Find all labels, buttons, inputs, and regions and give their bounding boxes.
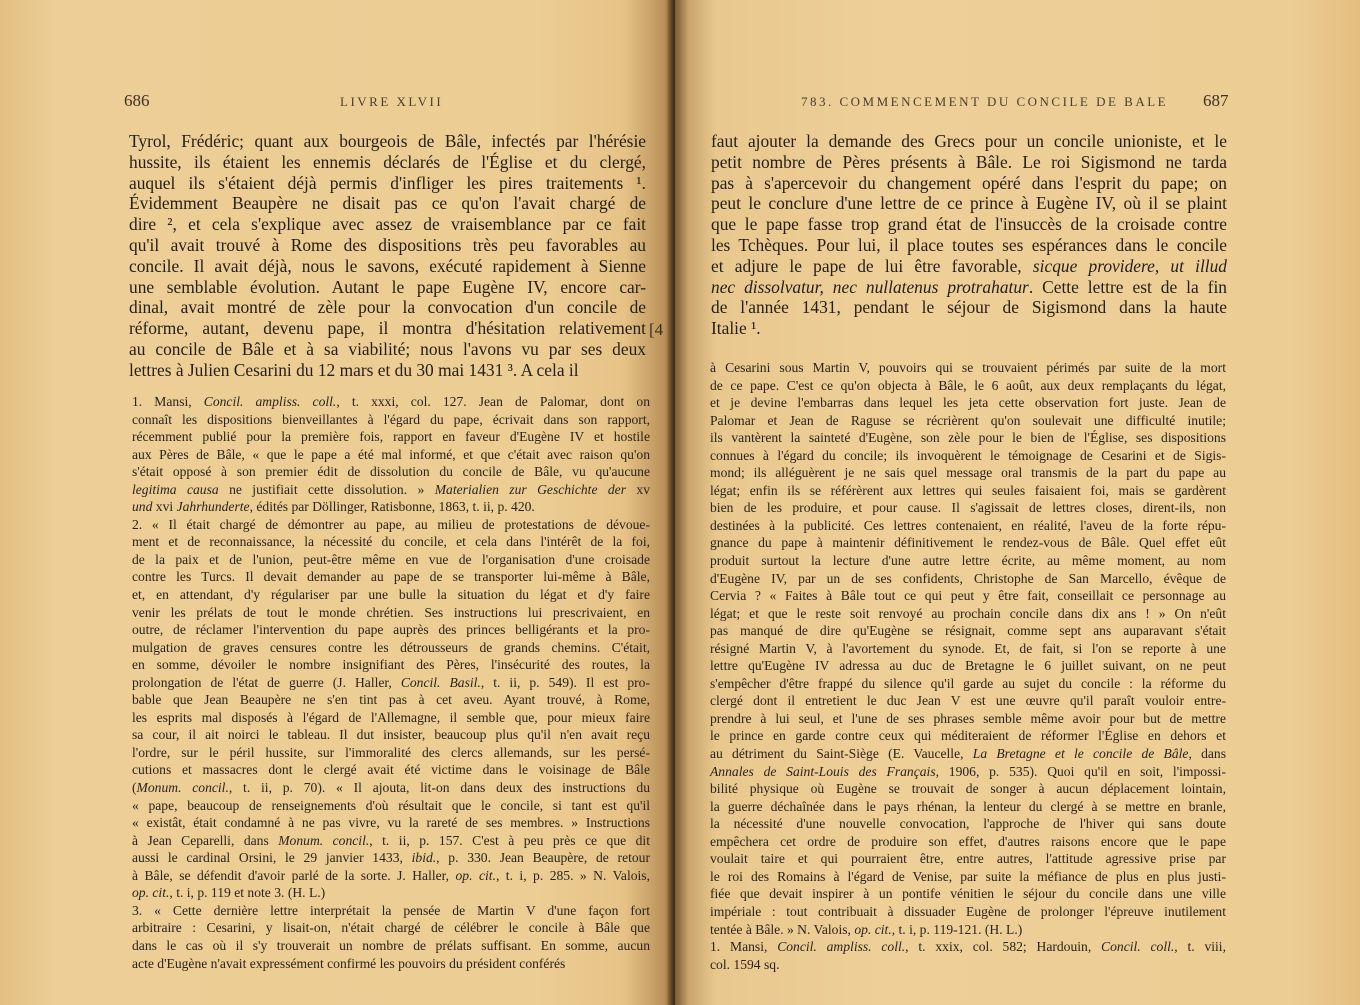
footnote-line: de ce pape. C'est ce qu'on objecta à Bâle, le 6 août, aux deux remplaçants du légat, — [710, 377, 1226, 393]
left-page — [0, 0, 672, 1005]
footnote-line: la guerre déchaînée dans le pays rhénan, la lenteur du clergé à se mettre en branle, — [710, 798, 1226, 814]
footnote-line: connaît les dispositions bienveillantes à l'égard du pape, écrivait dans son rapport, — [132, 411, 650, 427]
text-line: pas à s'apercevoir du changement opéré dans l'esprit du pape; on — [711, 172, 1227, 193]
footnote-line: s'était opposé à son premier édit de dissolution du concile de Bâle, vu qu'aucune — [132, 464, 650, 480]
footnote-line: lettre qu'Eugène IV adressa au duc de Bretagne le 6 juillet suivant, on ne peut — [710, 658, 1226, 674]
footnote-line: Cervia ? « Faites à Bâle tout ce qui peut y être fait, conseillait ce personnage au — [710, 588, 1226, 604]
text-line: qu'il avait trouvé à Rome des dispositions très peu favorables au — [129, 234, 646, 255]
text-line: de l'année 1431, pendant le séjour de Sigismond dans la haute — [711, 297, 1227, 318]
footnote-line: les esprits mal disposés à l'égard de l'Allemagne, il semble que, pour mieux faire — [132, 709, 650, 725]
footnote-line: col. 1594 sq. — [710, 956, 780, 972]
footnote-line: « pape, beaucoup de renseignements d'où résultait que le concile, si tant est qu'il — [132, 797, 650, 813]
footnote-line: contre les Turcs. Il devait demander au pape de se transporter lui-même à Bâle, — [132, 569, 650, 585]
footnote-line: destinées à la publicité. Ces lettres contenaient, en réalité, l'aveu de la forte répu- — [710, 517, 1226, 533]
footnote-line: le prince en garde contre ceux qui méditeraient de réformer l'Église en dehors et — [710, 728, 1226, 744]
footnote-line: 2. « Il était chargé de démontrer au pape, au milieu de protestations de dévoue- — [132, 516, 650, 532]
page-number-right: 687 — [1203, 91, 1229, 110]
running-head-left: LIVRE XLVII — [340, 94, 444, 109]
text-line: auquel ils s'étaient déjà permis d'infliger les pires traitements ¹. — [129, 172, 646, 193]
footnote-line: ils vantèrent la sainteté d'Eugène, son zèle pour le bien de l'Église, ses dispositions — [710, 430, 1226, 446]
page-number-left: 686 — [124, 91, 150, 110]
text-line: les Tchèques. Pour lui, il place toutes ses espérances dans le concile — [711, 234, 1227, 255]
text-line: nec dissolvatur, nec nullatenus protrahatur. Cette lettre est de la fin — [711, 276, 1227, 297]
footnote-line: « existât, était condamné à ne pas vivre, vu la rareté de ses membres. » Instructions — [132, 815, 650, 831]
text-line: au concile de Bâle et à sa viabilité; nous l'avons vu par ses deux — [129, 338, 646, 359]
footnote-line: Annales de Saint-Louis des Français, 1906, p. 535). Quoi qu'il en soit, l'impossi- — [710, 763, 1226, 779]
footnote-line: Palomar et Jean de Raguse se récrièrent qu'on soulevait une difficulté inutile; — [710, 412, 1226, 428]
footnote-line: gnance du pape à maintenir définitivement le rendez-vous de Bâle. Quel effet eût — [710, 535, 1226, 551]
footnote-line: aux Pères de Bâle, « que le pape a été mal informé, et que c'était avec raison qu'on — [132, 446, 650, 462]
footnote-line: und xvi Jahrhunderte, édités par Döllinger, Ratisbonne, 1863, t. ii, p. 420. — [132, 499, 535, 515]
footnote-line: récemment publié pour la première fois, rapport en faveur d'Eugène IV et hostile — [132, 429, 650, 445]
footnote-line: aussi le cardinal Orsini, le 29 janvier 1433, ibid., p. 330. Jean Beaupère, de retour — [132, 850, 651, 866]
text-line: lettres à Julien Cesarini du 12 mars et du 30 mai 1431 ³. A cela il — [129, 359, 579, 380]
footnote-line: 1. Mansi, Concil. ampliss. coll., t. xxix, col. 582; Hardouin, Concil. coll., t. viii, — [710, 939, 1226, 955]
main-text-right — [711, 131, 1227, 339]
footnote-line: dans le cas où il s'y trouverait un nombre de prélats suffisant. En somme, aucun — [132, 937, 650, 953]
text-line: et adjure le pape de lui être favorable, sicque providere, ut illud — [711, 255, 1227, 276]
footnote-line: prolongation de l'état de guerre (J. Haller, Concil. Basil., t. ii, p. 549). Il est pro- — [132, 674, 651, 690]
footnote-line: de la paix et de l'union, peut-être même en vue de l'organisation d'une croisade — [132, 551, 650, 567]
footnote-line: ment et de reconnaissance, la nécessité du concile, et cela dans l'intérêt de la foi, — [132, 534, 650, 550]
text-line: Italie ¹. — [711, 318, 761, 339]
footnote-line: arbitraire : Cesarini, y lisait-on, n'était chargé de célébrer le concile à Bâle que — [132, 920, 650, 936]
footnote-line: et, en attendant, d'y régulariser par une bulle la situation du légat et d'y faire — [132, 587, 650, 603]
footnote-line: produit surtout la lecture d'une autre lettre écrite, au même moment, au nom — [710, 553, 1226, 569]
footnote-line: mond; ils alléguèrent je ne sais quel message oral transmis de la part du pape au — [710, 465, 1226, 481]
footnote-line: venir les prélats de tout le monde chrétien. Ses instructions lui prescrivaient, en — [132, 604, 650, 620]
footnote-line: 3. « Cette dernière lettre interprétait la pensée de Martin V d'une façon fort — [132, 902, 650, 918]
footnote-line: à Jean Ceparelli, dans Monum. concil., t. ii, p. 157. C'est à peu près ce que dit — [132, 832, 650, 848]
footnote-line: clergé dont il entretient le duc Jean V est une œuvre qu'il paraît vouloir entre- — [710, 693, 1226, 709]
footnote-line: pas manqué de dire qu'Eugène se résignait, comme sept ans auparavant s'était — [710, 623, 1226, 639]
footnote-line: 1. Mansi, Concil. ampliss. coll., t. xxxi, col. 127. Jean de Palomar, dont on — [132, 394, 651, 409]
footnote-line: le roi des Romains à l'égard de Venise, par suite la méfiance de plus en plus justi- — [710, 868, 1226, 884]
footnote-line: légat; et que le reste soit renvoyé au prochain concile dans dix ans ! » On n'eût — [710, 605, 1226, 621]
footnote-line: tentée à Bâle. » N. Valois, op. cit., t. i, p. 119-121. (H. L.) — [710, 921, 1023, 937]
footnote-line: la nécessité d'une nouvelle convocation, l'approche de l'hiver qui sans doute — [710, 816, 1226, 832]
text-line: concile. Il avait déjà, nous le savons, exécuté rapidement à Sienne — [129, 255, 646, 276]
text-line: une semblable évolution. Autant le pape Eugène IV, encore car- — [129, 276, 646, 297]
main-text-left — [129, 131, 646, 381]
footnote-line: bable que Jean Beaupère ne s'en tint pas à cet aveu. Ayant trouvé, à Rome, — [132, 692, 650, 708]
footnote-line: fiée que devait inspirer à un pontife vénitien le séjour du concile dans une ville — [710, 886, 1226, 902]
right-page — [675, 0, 1360, 1005]
running-head-right: 783. COMMENCEMENT DU CONCILE DE BALE — [801, 94, 1169, 109]
footnote-line: empêchera cet ordre de produire son effet, d'autres raisons encore que le pape — [710, 833, 1226, 849]
footnote-line: bilité physique où Eugène se trouvait de songer à aucun déplacement lointain, — [710, 781, 1226, 797]
text-line: hussite, ils étaient les ennemis déclarés de l'Église et du clergé, — [129, 151, 646, 172]
footnotes-left — [132, 393, 650, 972]
text-line: Tyrol, Frédéric; quant aux bourgeois de Bâle, infectés par l'hérésie — [129, 131, 646, 151]
text-line: réforme, autant, devenu pape, il montra d'hésitation relativement — [129, 318, 646, 339]
text-line: dire ², et cela s'explique avec assez de vraisemblance par ce fait — [129, 214, 646, 235]
footnote-line: légat; enfin ils se référèrent aux lettres qui seules faisaient foi, mais se gardèrent — [710, 482, 1226, 498]
text-line: Évidemment Beaupère ne disait pas ce qu'on l'avait chargé de — [129, 193, 646, 214]
footnote-line: sa cour, il ait noirci le tableau. Il dut insister, beaucoup plus qu'il n'en avait reçu — [132, 727, 650, 743]
footnote-line: et je devine l'embarras dans lequel les jeta cette observation fort juste. Jean de — [710, 395, 1226, 411]
margin-reference: [4 — [649, 320, 664, 339]
footnote-line: impériale : tout contribuait à dissuader Eugène de prolonger l'épreuve inutilement — [710, 903, 1226, 919]
text-line: peut le conclure d'une lettre de ce prince à Eugène IV, où il se plaint — [711, 193, 1227, 214]
text-line: dinal, avait montré de zèle pour la convocation d'un concile de — [129, 297, 646, 318]
footnote-line: connues à l'égard du concile; ils invoquèrent le témoignage de Cesarini et de Sigis- — [710, 447, 1226, 463]
footnote-line: l'ordre, sur le péril hussite, sur l'immoralité des clercs allemands, sur les persé- — [132, 744, 650, 760]
footnote-line: résigné Martin V, à l'avortement du synode. Et, de fait, si l'on se reporte à une — [710, 640, 1226, 656]
footnote-line: au détriment du Saint-Siège (E. Vaucelle, La Bretagne et le concile de Bâle, dans — [710, 746, 1227, 762]
text-line: faut ajouter la demande des Grecs pour un concile unioniste, et le — [711, 131, 1227, 151]
footnote-line: à Bâle, se défendit d'avoir parlé de la sorte. J. Haller, op. cit., t. i, p. 285. » N. Valois, — [132, 867, 650, 883]
footnotes-right — [710, 359, 1226, 973]
footnote-line: bien de les produire, et pour cause. Il s'agissait de lettres closes, dirent-ils, non — [710, 500, 1226, 516]
text-line: que le pape fasse trop grand état de l'insuccès de la croisade contre — [711, 214, 1227, 235]
footnote-line: op. cit., t. i, p. 119 et note 3. (H. L.) — [132, 885, 326, 901]
footnote-line: cutions et massacres dont le clergé avait été victime dans le voisinage de Bâle — [132, 762, 650, 778]
footnote-line: d'Eugène IV, par un de ses confidents, Christophe de San Marcello, évêque de — [710, 570, 1226, 586]
footnote-line: en somme, dévoiler le nombre insignifiant des Pères, l'insécurité des routes, la — [132, 657, 650, 673]
footnote-line: prendre à lui seul, et l'une de ses phrases semble même avoir pour but de mettre — [710, 710, 1226, 726]
footnote-line: à Cesarini sous Martin V, pouvoirs qui se trouvaient périmés par suite de la mort — [710, 360, 1226, 375]
footnote-line: acte d'Eugène n'avait expressément confirmé les pouvoirs du président conférés — [132, 955, 566, 971]
text-line: petit nombre de Pères présents à Bâle. Le roi Sigismond ne tarda — [711, 151, 1227, 172]
footnote-line: legitima causa ne justifiait cette dissolution. » Materialien zur Geschichte der xv — [132, 481, 650, 497]
footnote-line: voulait taire et qui pourraient être, entre autres, l'attitude agressive prise par — [710, 851, 1226, 867]
footnote-line: (Monum. concil., t. ii, p. 70). « Il ajouta, lit-on dans deux des instructions du — [132, 780, 650, 796]
footnote-line: mulgation de graves censures contre les détrousseurs de grands chemins. C'était, — [132, 639, 650, 655]
footnote-line: s'empêcher d'être frappé du silence qu'il garde au sujet du concile : la réforme du — [710, 675, 1226, 691]
footnote-line: outre, de réclamer l'intervention du pape auprès des princes belligérants et la pro- — [132, 622, 650, 638]
